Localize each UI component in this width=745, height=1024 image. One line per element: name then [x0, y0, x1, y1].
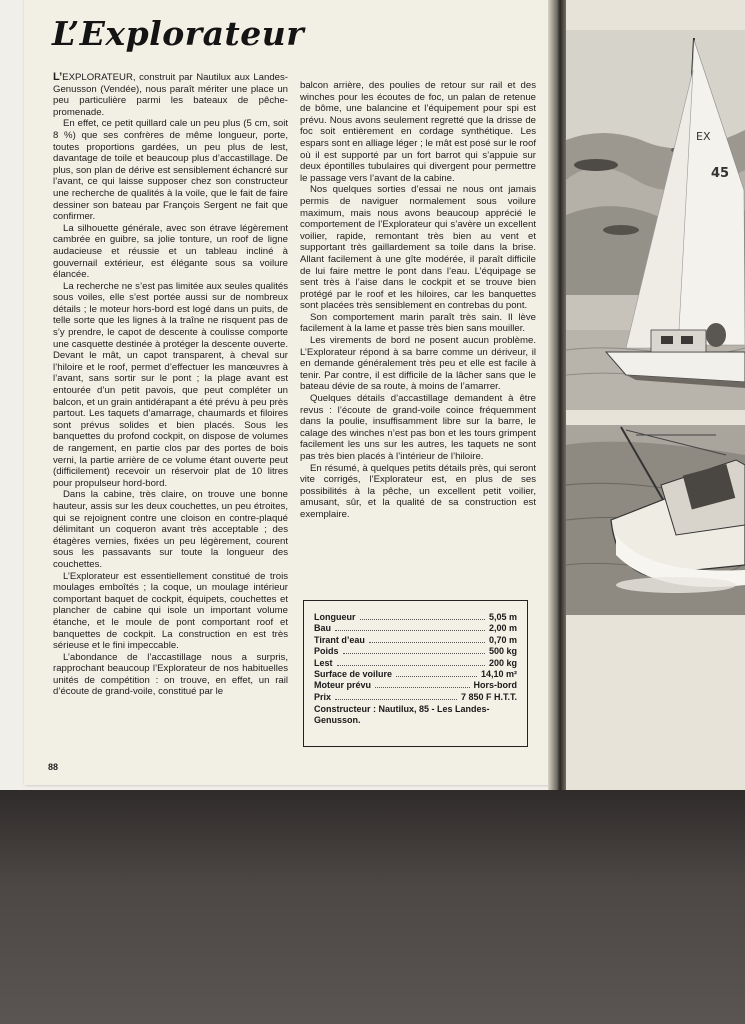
- scanner-shadow: [0, 790, 745, 1024]
- drop-cap: L’: [53, 71, 63, 83]
- sail-insignia: EX: [696, 130, 711, 143]
- page-number: 88: [48, 762, 59, 772]
- paragraph: balcon arrière, des poulies de retour sur rail et des winches pour les écoutes de foc, un palan de retenue de bôme, une balancine et l’équipement pour spi est prévu. Nous avons seulement regretté que la drisse de foc soit entièrement en cordage synthétique. Les espars sont en alliage léger ; le mât est posé sur le roof où il est supporté par un fort barrot qui s’appuie sur deux épontilles tubulaires qui divergent pour permettre le passage vers l’avant de la cabine.: [300, 80, 536, 184]
- paragraph: L’EXPLORATEUR, construit par Nautilux aux Landes-Genusson (Vendée), nous paraît mériter une place un peu particulière parmi les bateaux de pêche-promenade.: [53, 71, 288, 118]
- specifications-box: [303, 600, 528, 747]
- book-gutter: [548, 0, 568, 790]
- paragraph: La recherche ne s’est pas limitée aux seules qualités sous voiles, elle s’est portée aussi sur de nombreux détails ; le moteur hors-bord est logé dans un puits, de telle sorte que les lignes à la traîne ne risquent pas de s’y prendre, le capot de descente à coulisse comporte une casquette destinée à protéger la descente ouverte. Devant le mât, un capot transparent, à cheval sur l’hiloire et le roof, permet d’effectuer les manœuvres à l’avant, sans sortir sur le pont ; la plage avant est entourée d’un petit pavois, que peut compléter un balcon, et un grain antidérapant a été prévu à peu près partout. Les taquets d’amarrage, chaumards et filoires sont prévus solides et bien placés. Sous les banquettes du profond cockpit, on dispose de volumes de rangement, en partie clos par des portes de bois verni, la partie arrière de ce volume étant ouverte peut (difficilement) recevoir un réservoir plat de 10 litres pour propulseur hord-bord.: [53, 280, 288, 489]
- paragraph: La silhouette générale, avec son étrave légèrement cambrée en guibre, sa jolie tonture, un roof de ligne audacieuse et réussie et un tableau incliné à gouvernail extérieur, est élégante sous sa voilure élancée.: [53, 222, 288, 281]
- paragraph: Les virements de bord ne posent aucun problème. L’Explorateur répond à sa barre comme un dériveur, il en demande généralement très peu et elle est facile à tenir. Par contre, il est difficile de la lâcher sans que le bateau dévie de sa route, à moins de l’amarrer.: [300, 335, 536, 393]
- text-column-left: [53, 72, 288, 698]
- spec-row: Tirant d’eau 0,70 m: [314, 634, 517, 645]
- paragraph: L’Explorateur est essentiellement constitué de trois moulages emboîtés ; la coque, un moulage intérieur comportant baquet de cockpit, équipets, couchettes et plancher de cabine qui isole un important volume étanche, et le moule de pont comportant roof et banquettes de cockpit. La construction en est très sérieuse et le fini impeccable.: [53, 570, 288, 652]
- spec-row: Lest 200 kg: [314, 657, 517, 668]
- spec-builder: Constructeur : Nautilux, 85 - Les Landes-Genusson.: [314, 704, 490, 726]
- spec-row: Prix 7 850 F H.T.T.: [314, 691, 517, 702]
- article-title: L’Explorateur: [52, 14, 305, 53]
- spec-row: Surface de voilure 14,10 m²: [314, 668, 517, 679]
- paragraph: En effet, ce petit quillard cale un peu plus (5 cm, soit 8 %) que ses confrères de même longueur, porte, toutes proportions gardées, un peu plus de lest, davantage de toile et beaucoup plus d’accastillage. De plus, son plan de dérive est sensiblement échancré sur l’avant, ce qui laisse supposer chez son constructeur une recherche de qualités à la voile, que le fait de faire dessiner son bateau par François Sergent ne fait que confirmer.: [53, 118, 288, 223]
- heeling-photo-graphic: [566, 425, 745, 615]
- paragraph: Son comportement marin paraît très sain. Il lève facilement à la lame et passe très bien sans mouiller.: [300, 311, 536, 335]
- paragraph: Nos quelques sorties d’essai ne nous ont jamais permis de naviguer normalement sous voilure maximum, mais nous avons beaucoup apprécié le comportement de l’Explorateur qui s’avère un excellent voilier, rapide, remontant très bien au vent et supportant très gaillardement sa toile dans la brise. Allant facilement à une gîte modérée, il paraît difficile de lui faire mettre le pont dans l’eau. L’équipage se sent très à l’aise dans le cockpit et se trouve bien protégé par le roof et les hiloires, car les banquettes sont placées très sensiblement en contrebas du pont.: [300, 184, 536, 312]
- paragraph: En résumé, à quelques petits détails près, qui seront vite corrigés, l’Explorateur est, en plus de ses possibilités à la pêche, un excellent petit voilier, amusant, sûr, et la qualité de sa construction est exemplaire.: [300, 462, 536, 520]
- text-column-right: [300, 80, 536, 521]
- spec-row: Moteur prévu Hors-bord: [314, 680, 517, 691]
- sailboat-photo-graphic: [566, 30, 745, 410]
- paragraph: L’abondance de l’accastillage nous a surpris, rapprochant beaucoup l’Explorateur de nos habituelles unités de compétition : on trouve, en effet, un rail d’écoute de grand-voile, constitué par le: [53, 651, 288, 698]
- photo-sailboat-heeling: [566, 425, 745, 615]
- spec-row: Poids 500 kg: [314, 646, 517, 657]
- paragraph: Dans la cabine, très claire, on trouve une bonne hauteur, assis sur les deux couchettes, un peu étroites, qui se rejoignent contre une cloison en contre-plaqué délimitant un coqueron avant très acceptable ; des étagères vernies, fixées un peu légèrement, courent sous les passavants sur toute la longueur des couchettes.: [53, 489, 288, 570]
- photo-sailboat-sailing: [566, 30, 745, 410]
- spec-row: Longueur 5,05 m: [314, 612, 517, 622]
- sail-number: 45: [711, 166, 730, 181]
- spec-row: Bau 2,00 m: [314, 623, 517, 634]
- paragraph: Quelques détails d’accastillage demandent à être revus : l’écoute de grand-voile coince fréquemment dans la poulie, insuffisamment libre sur la barre, le calage des winches n’est pas bon et les tours grimpent facilement les uns sur les autres, les taquets ne sont pas très bien placés à l’intérieur de l’hiloire.: [300, 393, 536, 462]
